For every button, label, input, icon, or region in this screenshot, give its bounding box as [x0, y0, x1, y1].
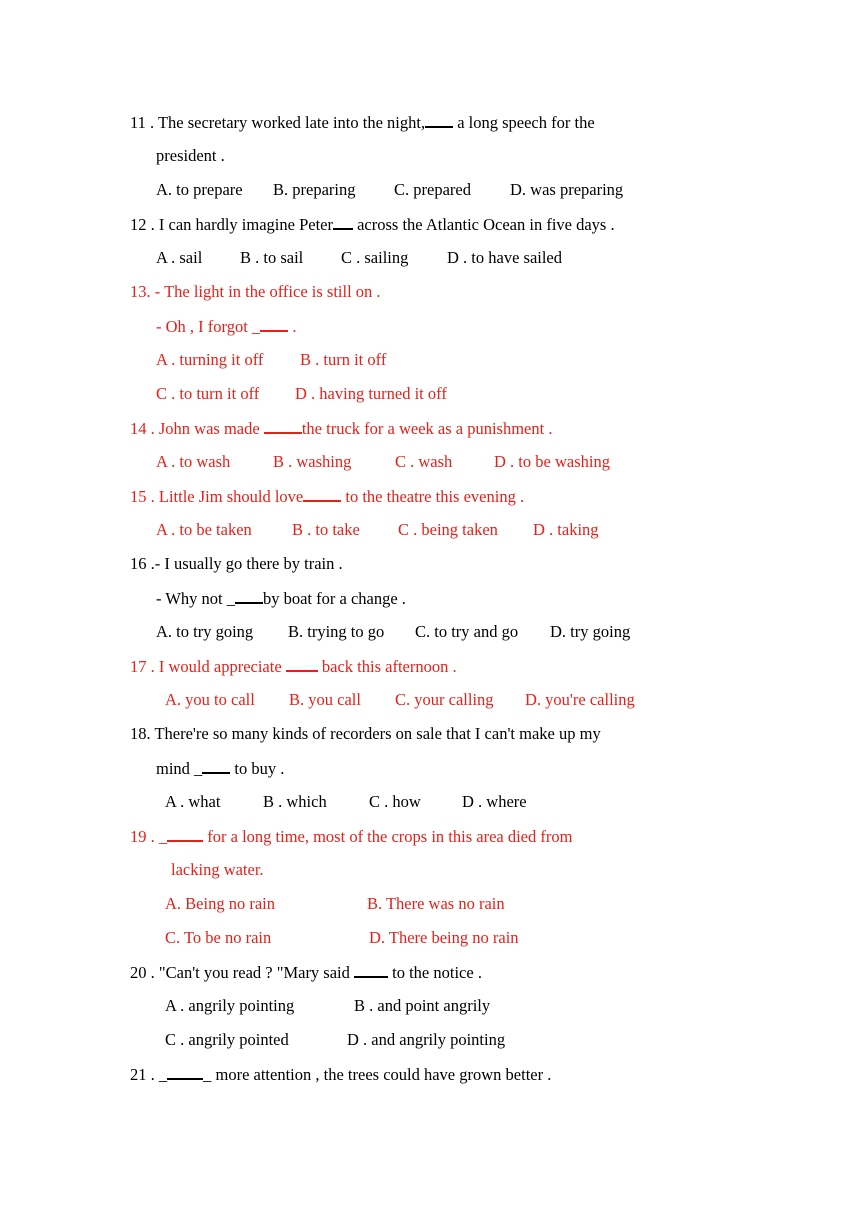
question-14-text-part1: 14 . John was made: [130, 419, 264, 438]
question-18-stem-continued: [156, 758, 284, 779]
question-11-text-part1: 11 . The secretary worked late into the night,: [130, 113, 426, 132]
question-11-text-part2: a long speech for the: [453, 113, 595, 132]
question-11-stem-continued: president .: [156, 146, 225, 165]
question-12-option-a: A . sail: [156, 248, 203, 267]
question-15-stem: [130, 486, 524, 507]
question-11-stem: [130, 112, 595, 133]
question-19-option-d: D. There being no rain: [369, 928, 519, 947]
question-12-option-b: B . to sail: [240, 248, 304, 267]
question-17-stem: [130, 656, 457, 677]
question-16-option-d: D. try going: [550, 622, 631, 641]
question-16-option-b: B. trying to go: [288, 622, 385, 641]
question-13-text-part1: - Oh , I forgot _: [156, 317, 261, 336]
answer-blank: [260, 316, 288, 332]
question-19-stem: [130, 826, 572, 847]
question-20-text-part2: to the notice .: [388, 963, 482, 982]
answer-blank: [333, 214, 353, 230]
question-13-option-b: B . turn it off: [300, 350, 387, 369]
question-15-text-part1: 15 . Little Jim should love: [130, 487, 304, 506]
question-13-text-part2: .: [288, 317, 297, 336]
question-14-option-c: C . wash: [395, 452, 453, 471]
question-17-option-d: D. you're calling: [525, 690, 635, 709]
question-13-option-c: C . to turn it off: [156, 384, 260, 403]
question-15-option-d: D . taking: [533, 520, 599, 539]
question-21-stem: [130, 1064, 551, 1085]
answer-blank: [202, 758, 230, 774]
question-11-option-b: B. preparing: [273, 180, 356, 199]
question-18-text-part2: to buy .: [230, 759, 285, 778]
answer-blank: [235, 588, 263, 604]
question-18-text-part1: mind _: [156, 759, 203, 778]
question-21-text-part1: 21 . _: [130, 1065, 168, 1084]
question-20-text-part1: 20 . "Can't you read ? "Mary said: [130, 963, 355, 982]
question-15-option-a: A . to be taken: [156, 520, 252, 539]
answer-blank: [425, 112, 453, 128]
question-12-text-part2: across the Atlantic Ocean in five days .: [352, 215, 615, 234]
question-20-stem: [130, 962, 482, 983]
answer-blank: [264, 418, 302, 434]
question-13-stem-continued: [156, 316, 296, 337]
question-21-text-part2: _ more attention , the trees could have grown better .: [203, 1065, 552, 1084]
question-20-option-a: A . angrily pointing: [165, 996, 295, 1015]
question-16-text-part1: - Why not _: [156, 589, 235, 608]
question-12-option-d: D . to have sailed: [447, 248, 563, 267]
question-11-option-c: C. prepared: [394, 180, 471, 199]
question-13-option-d: D . having turned it off: [295, 384, 447, 403]
question-20-option-c: C . angrily pointed: [165, 1030, 289, 1049]
question-11-option-d: D. was preparing: [510, 180, 624, 199]
question-17-text-part2: back this afternoon .: [317, 657, 457, 676]
question-13-option-a: A . turning it off: [156, 350, 264, 369]
answer-blank: [354, 962, 388, 978]
question-18-option-b: B . which: [263, 792, 327, 811]
question-14-option-a: A . to wash: [156, 452, 231, 471]
question-14-text-part2: the truck for a week as a punishment .: [301, 419, 553, 438]
question-19-text-part1: 19 . _: [130, 827, 168, 846]
answer-blank: [303, 486, 341, 502]
question-16-text-part2: by boat for a change .: [262, 589, 406, 608]
question-11-option-a: A. to prepare: [156, 180, 243, 199]
answer-blank: [286, 656, 318, 672]
question-12-option-c: C . sailing: [341, 248, 409, 267]
question-18-option-a: A . what: [165, 792, 221, 811]
question-14-option-d: D . to be washing: [494, 452, 610, 471]
question-17-option-c: C. your calling: [395, 690, 494, 709]
question-16-option-a: A. to try going: [156, 622, 254, 641]
question-14-stem: [130, 418, 552, 439]
question-17-option-a: A. you to call: [165, 690, 255, 709]
question-16-stem: 16 .- I usually go there by train .: [130, 554, 343, 573]
question-19-option-a: A. Being no rain: [165, 894, 275, 913]
question-17-option-b: B. you call: [289, 690, 361, 709]
question-19-stem-continued: lacking water.: [171, 860, 264, 879]
question-18-option-c: C . how: [369, 792, 421, 811]
question-20-option-d: D . and angrily pointing: [347, 1030, 506, 1049]
question-12-text-part1: 12 . I can hardly imagine Peter: [130, 215, 333, 234]
question-16-stem-continued: [156, 588, 406, 609]
question-14-option-b: B . washing: [273, 452, 352, 471]
answer-blank: [167, 826, 203, 842]
question-12-stem: [130, 214, 615, 235]
question-19-text-part2: for a long time, most of the crops in this area died from: [203, 827, 573, 846]
question-15-text-part2: to the theatre this evening .: [341, 487, 525, 506]
question-18-stem: 18. There're so many kinds of recorders on sale that I can't make up my: [130, 724, 601, 743]
question-19-option-b: B. There was no rain: [367, 894, 505, 913]
question-15-option-c: C . being taken: [398, 520, 498, 539]
question-16-option-c: C. to try and go: [415, 622, 519, 641]
answer-blank: [167, 1064, 203, 1080]
question-20-option-b: B . and point angrily: [354, 996, 491, 1015]
question-18-option-d: D . where: [462, 792, 527, 811]
question-15-option-b: B . to take: [292, 520, 360, 539]
question-19-option-c: C. To be no rain: [165, 928, 272, 947]
question-13-stem: 13. - The light in the office is still on .: [130, 282, 381, 301]
question-17-text-part1: 17 . I would appreciate: [130, 657, 286, 676]
